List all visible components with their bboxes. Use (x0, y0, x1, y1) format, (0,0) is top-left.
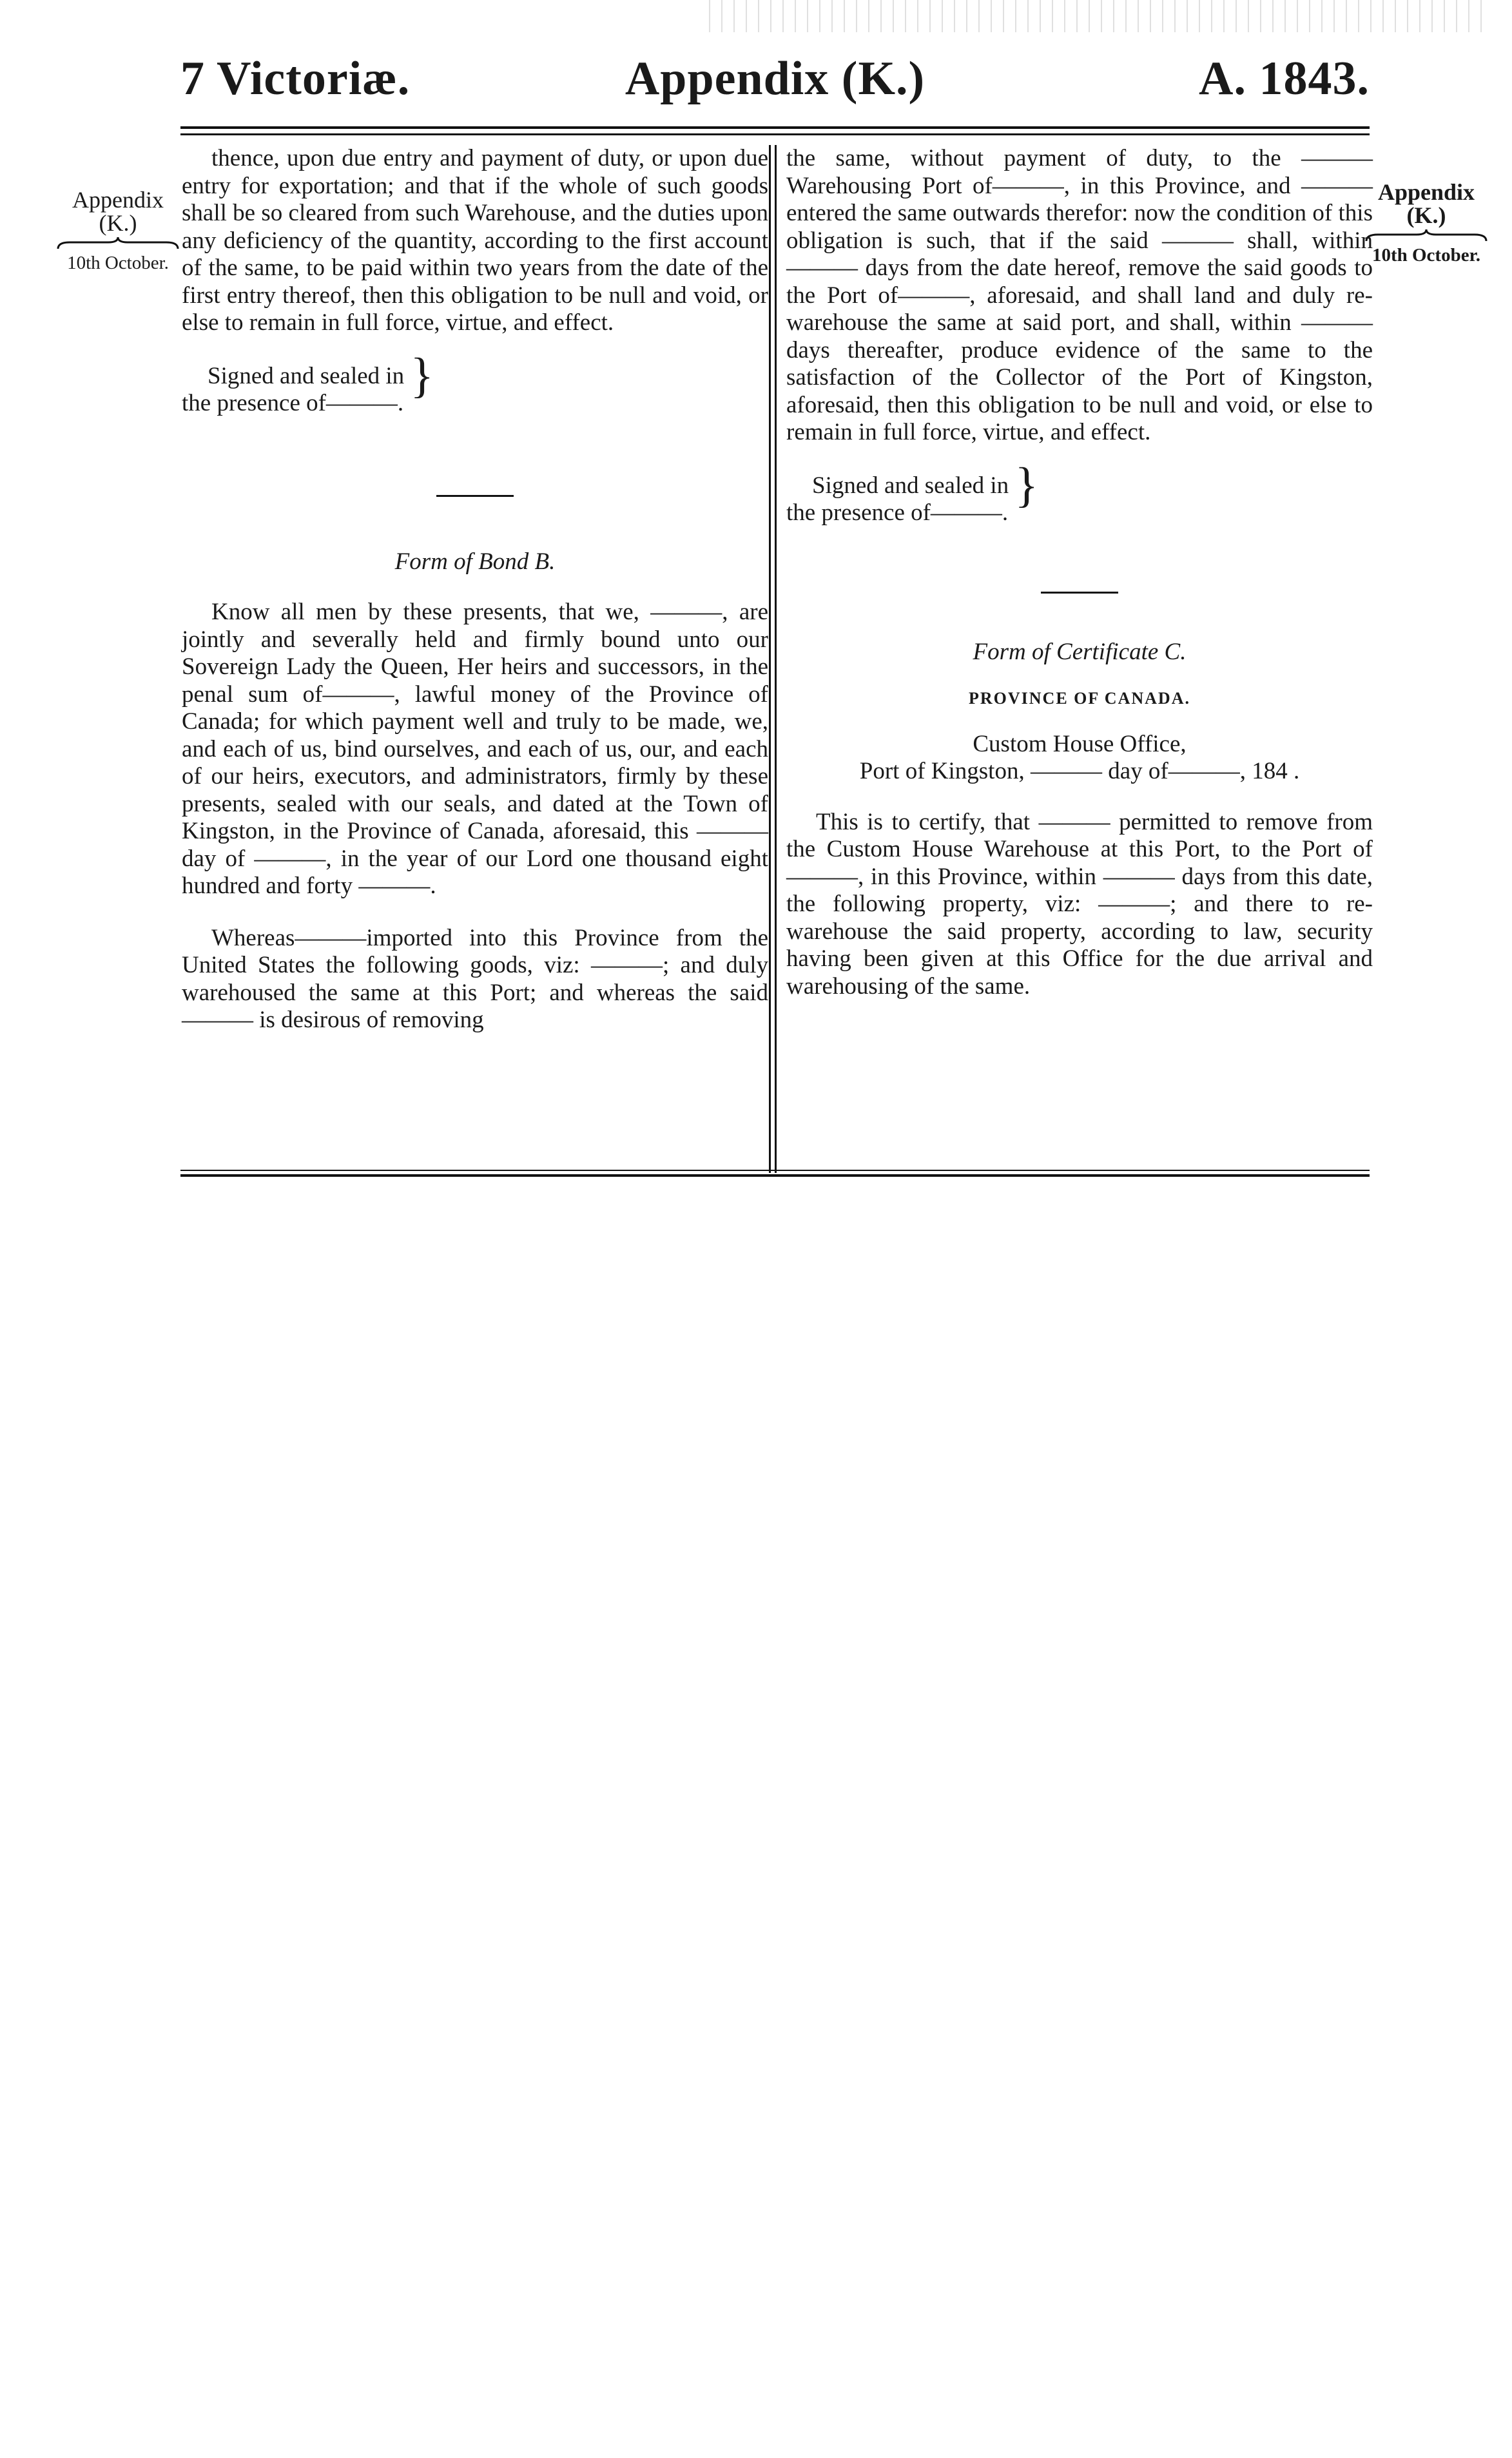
signature-block-right (786, 458, 1373, 527)
brace-icon: } (1014, 458, 1038, 512)
margin-note-right-appendix: Appendix (1377, 179, 1475, 205)
brace-icon (57, 236, 179, 250)
footer-double-rule (180, 1170, 1370, 1177)
margin-note-left-letter: (K.) (99, 210, 137, 236)
header-appendix: Appendix (K.) (625, 52, 926, 105)
margin-note-left (50, 188, 186, 275)
certificate-body: This is to certify, that ——— permitted to remove from the Custom House Warehouse at this Port, to the Port of ———, in this Province, within ——— days from this date, the following property, viz: ———; and there to re-warehouse the said property, according to law, security having been given at this Office for the due arrival and warehousing of the same. (786, 808, 1373, 1000)
form-b-whereas: Whereas———imported into this Province from the United States the following goods, viz: ———; and duly warehoused the same at this Port; and whereas the said ——— is desirous of removing (182, 924, 768, 1033)
left-column (182, 145, 768, 1034)
form-c-title: Form of Certificate C. (973, 638, 1187, 665)
column-divider (769, 145, 777, 1173)
margin-note-left-appendix: Appendix (72, 187, 164, 213)
margin-note-right-date: 10th October. (1371, 245, 1481, 266)
signed-line-2: the presence of———. (182, 390, 404, 416)
signed-line-1: Signed and sealed in (812, 472, 1009, 499)
paper-speckle (709, 0, 1482, 32)
header-double-rule (180, 126, 1370, 135)
port-and-date: Port of Kingston, ——— day of———, 184 . (859, 758, 1300, 784)
header-year: A. 1843. (1199, 52, 1370, 105)
header-session: 7 Victoriæ. (180, 52, 411, 105)
custom-house-office: Custom House Office, (973, 730, 1187, 757)
signed-line-2: the presence of———. (786, 499, 1009, 526)
signature-block-left (182, 348, 768, 418)
right-column (786, 145, 1373, 1000)
signed-line-1: Signed and sealed in (208, 362, 405, 389)
margin-note-right (1359, 180, 1494, 267)
province-heading: PROVINCE OF CANADA. (969, 689, 1190, 708)
form-b-body: Know all men by these presents, that we, ———, are jointly and severally held and firmly bound unto our Sovereign Lady the Queen, Her heirs and successors, in the penal sum of———, lawful money of the Province of Canada; for which payment well and truly to be made, we, and each of us, bind ourselves, and each of us, our, and each of our heirs, executors, and administrators, firmly by these presents, sealed with our seals, and dated at the Town of Kingston, in the Province of Canada, aforesaid, this ——— day of ———, in the year of our Lord one thousand eight hundred and forty ———. (182, 599, 768, 899)
brace-icon: } (410, 348, 434, 403)
margin-note-right-letter: (K.) (1406, 202, 1446, 228)
bond-a-conclusion: thence, upon due entry and payment of duty, or upon due entry for exportation; and that if the whole of such goods shall be so cleared from such Warehouse, and the duties upon any deficiency of the quantity, according to the first account of the same, to be paid within two years from the date of the first entry thereof, then this obligation to be null and void, or else to remain in full force, virtue, and effect. (182, 145, 768, 336)
page-header (180, 39, 1370, 110)
margin-note-left-date: 10th October. (67, 253, 169, 273)
bond-b-continuation: the same, without payment of duty, to the ——— Warehousing Port of———, in this Province, and ——— entered the same outwards therefor: now the condition of this obligation is such, that if the said ——— shall, within ——— days from the date hereof, remove the said goods to the Port of———, aforesaid, and shall land and duly re-warehouse the same at said port, and shall, within ——— days thereafter, produce evidence of the same to the satisfaction of the Collector of the Port of Kingston, aforesaid, then this obligation to be null and void, or else to remain in full force, virtue, and effect. (786, 145, 1373, 445)
form-b-title: Form of Bond B. (394, 548, 556, 575)
brace-icon (1365, 228, 1488, 242)
